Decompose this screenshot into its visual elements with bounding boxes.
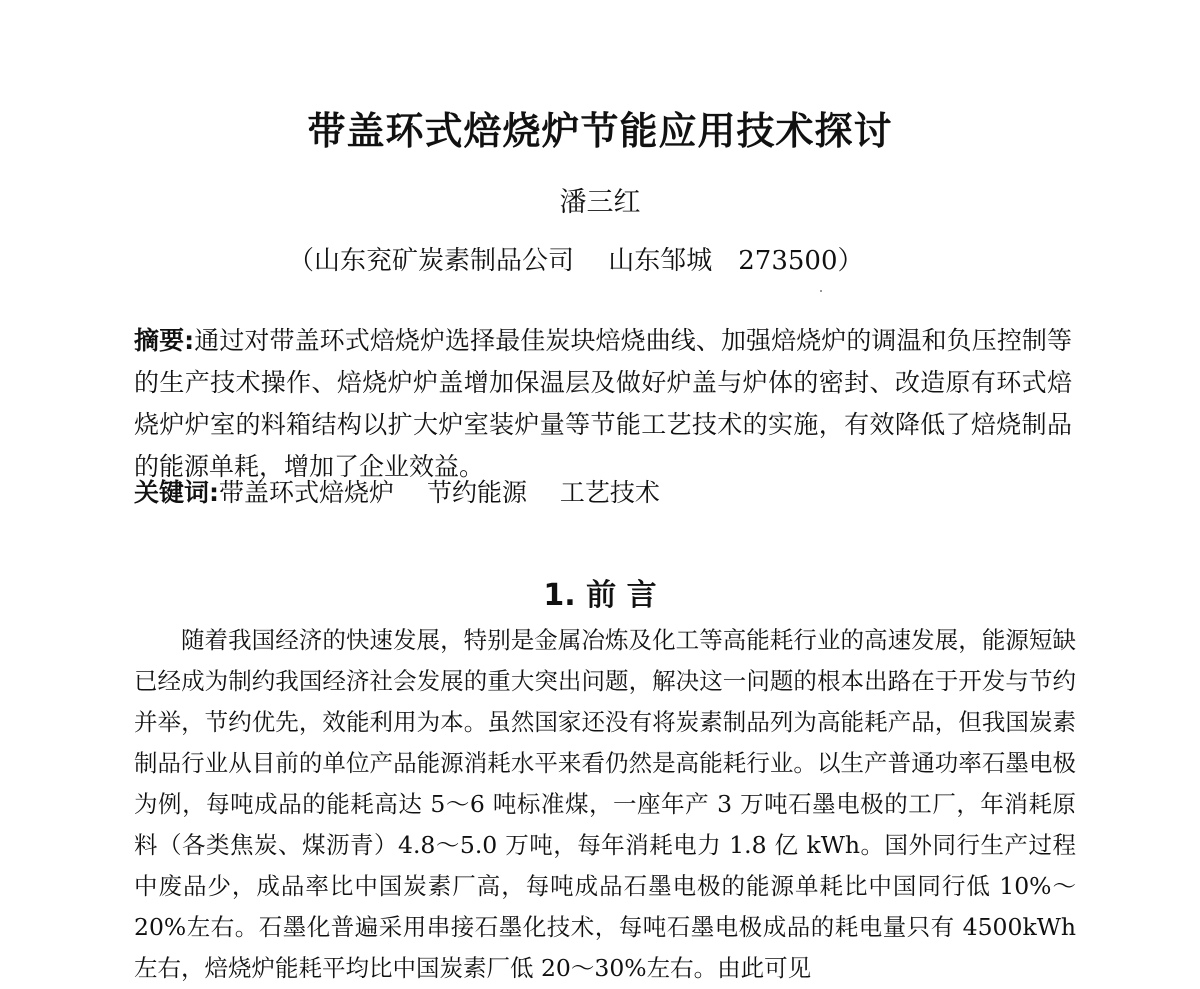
abstract-label: 摘要: <box>134 326 195 355</box>
body-paragraph: 随着我国经济的快速发展，特别是金属冶炼及化工等高能耗行业的高速发展，能源短缺已经成为制约我国经济社会发展的重大突出问题，解决这一问题的根本出路在于开发与节约并举，节约优先，效能利用为本。虽然国家还没有将炭素制品列为高能耗产品，但我国炭素制品行业从目前的单位产品能源消耗水平来看仍然是高能耗行业。以生产普通功率石墨电极为例，每吨成品的能耗高达 5～6 吨标准煤，一座年产 3 万吨石墨电极的工厂，年消耗原料（各类焦炭、煤沥青）4.8～5.0 万吨，每年消耗电力 1.8 亿 kWh。国外同行生产过程中废品少，成品率比中国炭素厂高，每吨成品石墨电极的能源单耗比中国同行低 10%～20%左右。石墨化普遍采用串接石墨化技术，每吨石墨电极成品的耗电量只有 4500kWh 左右，焙烧炉能耗平均比中国炭素厂低 20～30%左右。由此可见 <box>134 626 1076 982</box>
scan-speck <box>820 290 822 292</box>
paper-title: 带盖环式焙烧炉节能应用技术探讨 <box>307 109 893 153</box>
keywords-text: 带盖环式焙烧炉 节约能源 工艺技术 <box>219 478 660 507</box>
abstract-text: 通过对带盖环式焙烧炉选择最佳炭块焙烧曲线、加强焙烧炉的调温和负压控制等的生产技术操作、焙烧炉炉盖增加保温层及做好炉盖与炉体的密封、改造原有环式焙烧炉炉室的料箱结构以扩大炉室装炉量等节能工艺技术的实施，有效降低了焙烧制品的能源单耗，增加了企业效益。 <box>134 326 1072 481</box>
abstract-block <box>134 320 1072 488</box>
keywords-block <box>134 472 660 514</box>
section-heading: 1. 前 言 <box>543 578 657 613</box>
author-affiliation: （山东兖矿炭素制品公司 山东邹城 273500） <box>288 246 864 276</box>
author-name: 潘三红 <box>559 187 641 218</box>
keywords-label: 关键词: <box>134 478 219 507</box>
